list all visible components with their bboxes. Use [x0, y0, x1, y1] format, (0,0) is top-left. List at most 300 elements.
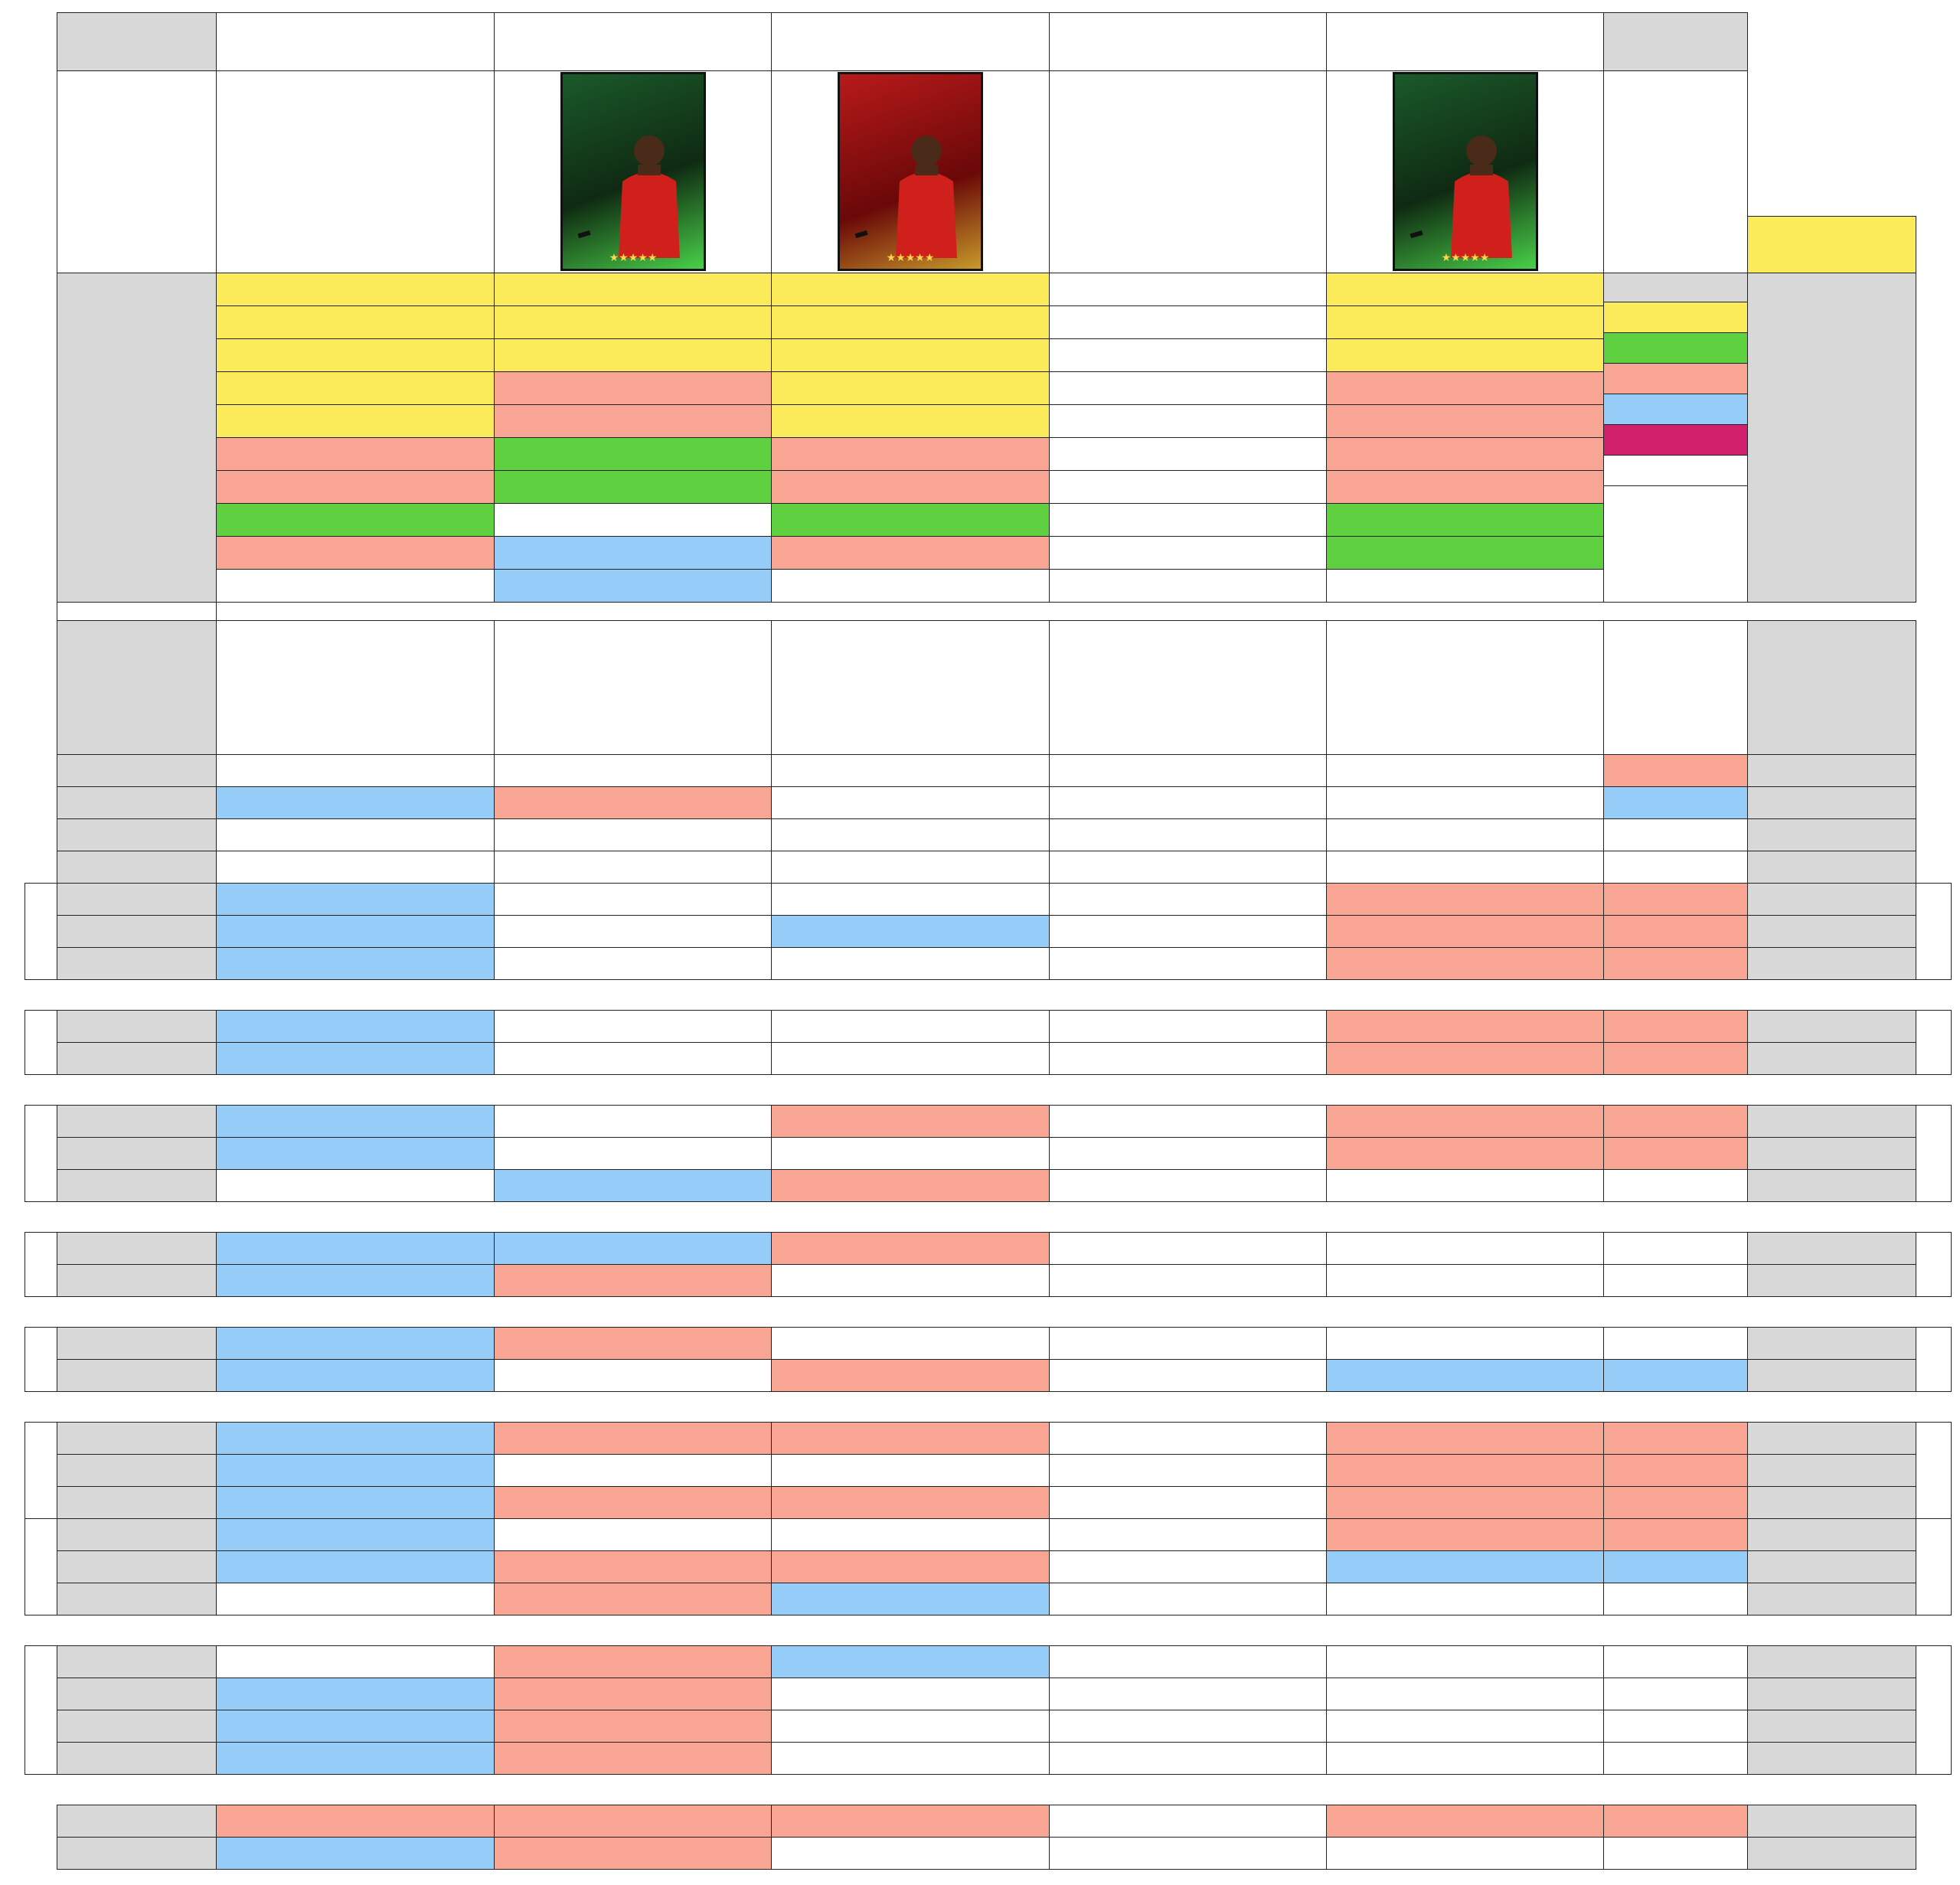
row-label-right: [1747, 1327, 1916, 1360]
skill-cell[interactable]: [771, 437, 1050, 471]
rank-cell: [1603, 1105, 1748, 1138]
row-label: [57, 1010, 217, 1043]
skill-cell[interactable]: [771, 503, 1050, 537]
skill-cell[interactable]: [216, 569, 495, 603]
value-cell[interactable]: [771, 1550, 1050, 1583]
rank-cell: [1603, 1805, 1748, 1838]
value-cell[interactable]: [216, 1327, 495, 1360]
group-label: [24, 1105, 57, 1202]
value-cell[interactable]: [771, 818, 1050, 851]
rank-cell: [1603, 883, 1748, 916]
rank-cell: [1603, 1454, 1748, 1487]
row-label-right: [1747, 1742, 1916, 1775]
value-cell[interactable]: [1049, 1327, 1327, 1360]
row-label-right: [1747, 1805, 1916, 1838]
row-label: [57, 1327, 217, 1360]
value-cell[interactable]: [494, 1454, 772, 1487]
skill-cell[interactable]: [1326, 437, 1604, 471]
row-label: [57, 1486, 217, 1519]
value-cell[interactable]: [1326, 1422, 1604, 1455]
value-cell[interactable]: [771, 851, 1050, 884]
row-label: [57, 851, 217, 884]
column-header[interactable]: [1049, 12, 1327, 71]
skill-cell[interactable]: [1326, 338, 1604, 372]
value-cell[interactable]: [771, 1486, 1050, 1519]
skill-cell[interactable]: [494, 305, 772, 339]
row-label-right: [1747, 1518, 1916, 1551]
value-cell[interactable]: [1049, 947, 1327, 980]
value-cell[interactable]: [1326, 1105, 1604, 1138]
value-cell[interactable]: [1049, 754, 1327, 787]
row-label-right: [1747, 1105, 1916, 1138]
row-label: [57, 1232, 217, 1265]
value-cell[interactable]: [216, 1742, 495, 1775]
rank-cell: [1603, 1710, 1748, 1743]
group-label: [24, 1422, 57, 1519]
value-cell[interactable]: [771, 1422, 1050, 1455]
row-label: [57, 1805, 217, 1838]
rank-cell: [1603, 1359, 1748, 1392]
value-cell[interactable]: [1326, 1645, 1604, 1678]
row-label: [57, 818, 217, 851]
group-label-right: [1916, 1422, 1952, 1519]
row-label-right: [1747, 1169, 1916, 1202]
value-cell[interactable]: [771, 1837, 1050, 1870]
value-cell[interactable]: [771, 1169, 1050, 1202]
value-cell[interactable]: [216, 1422, 495, 1455]
skill-cell[interactable]: [1326, 470, 1604, 504]
skill-cell[interactable]: [1326, 536, 1604, 570]
skill-cell[interactable]: [771, 305, 1050, 339]
value-cell[interactable]: [216, 1169, 495, 1202]
value-cell[interactable]: [494, 1742, 772, 1775]
card-player-name: [577, 230, 590, 238]
value-cell[interactable]: [1049, 1645, 1327, 1678]
row-label: [57, 1264, 217, 1297]
player-card-4[interactable]: [1393, 72, 1538, 271]
value-cell[interactable]: [771, 1137, 1050, 1170]
skill-cell-empty: [1049, 536, 1327, 570]
value-cell[interactable]: [1049, 1583, 1327, 1615]
skill-cell[interactable]: [771, 371, 1050, 405]
rank-cell: [1603, 1583, 1748, 1615]
value-cell[interactable]: [216, 947, 495, 980]
value-cell[interactable]: [1326, 1454, 1604, 1487]
value-cell[interactable]: [1049, 1550, 1327, 1583]
row-label: [57, 1042, 217, 1075]
row-label-right: [1747, 786, 1916, 819]
value-cell[interactable]: [494, 1105, 772, 1138]
skill-cell[interactable]: [771, 404, 1050, 438]
notes-cell[interactable]: [216, 620, 495, 755]
row-label-right: [1747, 1010, 1916, 1043]
notes-cell[interactable]: [1326, 620, 1604, 755]
value-cell[interactable]: [494, 1327, 772, 1360]
skill-cell[interactable]: [1326, 371, 1604, 405]
player-card-1[interactable]: [560, 72, 706, 271]
value-cell[interactable]: [771, 883, 1050, 916]
rank-cell: [1603, 1742, 1748, 1775]
value-cell[interactable]: [1049, 883, 1327, 916]
row-label-right: [1747, 915, 1916, 948]
skill-cell[interactable]: [216, 437, 495, 471]
skill-cell-empty: [1049, 305, 1327, 339]
row-label: [57, 1137, 217, 1170]
skill-legend-item: [1603, 394, 1748, 425]
skill-cell[interactable]: [1326, 273, 1604, 306]
value-cell[interactable]: [494, 1583, 772, 1615]
skill-cell[interactable]: [494, 273, 772, 306]
value-cell[interactable]: [216, 1678, 495, 1710]
notes-rank-empty: [1603, 620, 1748, 755]
row-label: [57, 883, 217, 916]
skill-cell[interactable]: [216, 470, 495, 504]
value-cell[interactable]: [216, 851, 495, 884]
value-cell[interactable]: [771, 1327, 1050, 1360]
skill-cell[interactable]: [216, 371, 495, 405]
value-cell[interactable]: [1326, 1678, 1604, 1710]
skill-cell[interactable]: [1326, 404, 1604, 438]
value-cell[interactable]: [1326, 754, 1604, 787]
notes-cell[interactable]: [771, 620, 1050, 755]
value-cell[interactable]: [1049, 1232, 1327, 1265]
version-header[interactable]: [57, 12, 217, 71]
notes-cell[interactable]: [494, 620, 772, 755]
value-cell[interactable]: [771, 1359, 1050, 1392]
value-cell[interactable]: [216, 786, 495, 819]
group-label-right: [1916, 1105, 1952, 1202]
skill-cell[interactable]: [494, 536, 772, 570]
skill-cell[interactable]: [1326, 503, 1604, 537]
value-cell[interactable]: [494, 883, 772, 916]
value-cell[interactable]: [494, 1645, 772, 1678]
value-cell[interactable]: [771, 1105, 1050, 1138]
value-cell[interactable]: [1049, 1264, 1327, 1297]
value-cell[interactable]: [1049, 1710, 1327, 1743]
value-cell[interactable]: [1049, 1137, 1327, 1170]
skill-cell[interactable]: [771, 470, 1050, 504]
rank-cell: [1603, 1837, 1748, 1870]
skill-cell[interactable]: [1326, 305, 1604, 339]
value-cell[interactable]: [1326, 1837, 1604, 1870]
skill-cell[interactable]: [771, 338, 1050, 372]
rank-cell: [1603, 786, 1748, 819]
value-cell[interactable]: [771, 1742, 1050, 1775]
notes-label: [57, 620, 217, 755]
row-label: [57, 1422, 217, 1455]
value-cell[interactable]: [216, 1805, 495, 1838]
skill-cell[interactable]: [771, 569, 1050, 603]
skill-cell[interactable]: [216, 338, 495, 372]
skill-legend-item: [1603, 332, 1748, 364]
group-label-right: [1916, 1010, 1952, 1075]
row-label: [57, 1518, 217, 1551]
row-label-right: [1747, 754, 1916, 787]
value-cell[interactable]: [1326, 1169, 1604, 1202]
value-cell[interactable]: [216, 818, 495, 851]
notes-cell[interactable]: [1049, 620, 1327, 755]
value-cell[interactable]: [771, 786, 1050, 819]
skills-label: [57, 273, 217, 603]
row-label: [57, 754, 217, 787]
value-cell[interactable]: [771, 1042, 1050, 1075]
column-header[interactable]: [1326, 12, 1604, 71]
value-cell[interactable]: [1326, 1583, 1604, 1615]
column-header[interactable]: [494, 12, 772, 71]
value-cell[interactable]: [216, 1583, 495, 1615]
value-cell[interactable]: [1326, 1232, 1604, 1265]
row-label-right: [1747, 1645, 1916, 1678]
row-label: [57, 1645, 217, 1678]
value-cell[interactable]: [1049, 915, 1327, 948]
skills-label-right: [1747, 273, 1916, 603]
value-cell[interactable]: [216, 883, 495, 916]
value-cell[interactable]: [1326, 786, 1604, 819]
value-cell[interactable]: [216, 915, 495, 948]
row-label: [57, 1169, 217, 1202]
value-cell[interactable]: [1049, 786, 1327, 819]
value-cell[interactable]: [771, 1678, 1050, 1710]
group-label-right: [1916, 1518, 1952, 1615]
value-cell[interactable]: [1049, 818, 1327, 851]
value-cell[interactable]: [1326, 818, 1604, 851]
value-cell[interactable]: [1326, 883, 1604, 916]
value-cell[interactable]: [494, 754, 772, 787]
value-cell[interactable]: [216, 1137, 495, 1170]
row-label: [57, 1742, 217, 1775]
group-label: [24, 1645, 57, 1775]
player-card-2[interactable]: [838, 72, 983, 271]
row-label-right: [1747, 1422, 1916, 1455]
value-cell[interactable]: [1049, 1169, 1327, 1202]
skill-legend-title: [1603, 273, 1748, 302]
card-player-name: [1410, 230, 1423, 238]
skill-cell[interactable]: [216, 404, 495, 438]
row-label-right: [1747, 1837, 1916, 1870]
card-cell-empty: [1603, 70, 1748, 273]
row-label-right: [1747, 1486, 1916, 1519]
value-cell[interactable]: [494, 1550, 772, 1583]
value-cell[interactable]: [494, 947, 772, 980]
group-label: [24, 1010, 57, 1075]
card-cell[interactable]: [1049, 70, 1327, 273]
row-label-right: [1747, 1042, 1916, 1075]
rank-cell: [1603, 1550, 1748, 1583]
value-cell[interactable]: [494, 1359, 772, 1392]
value-cell[interactable]: [1326, 947, 1604, 980]
value-cell[interactable]: [1049, 1454, 1327, 1487]
value-cell[interactable]: [494, 1710, 772, 1743]
ts-label: [1747, 216, 1916, 273]
value-cell[interactable]: [1049, 1742, 1327, 1775]
group-label: [24, 1327, 57, 1392]
row-label: [57, 947, 217, 980]
player-figure-icon: [607, 128, 691, 258]
rank-cell: [1603, 1327, 1748, 1360]
row-label-right: [1747, 851, 1916, 884]
row-label: [57, 1710, 217, 1743]
value-cell[interactable]: [771, 1454, 1050, 1487]
row-label-right: [1747, 818, 1916, 851]
value-cell[interactable]: [771, 1232, 1050, 1265]
value-cell[interactable]: [494, 1486, 772, 1519]
value-cell[interactable]: [494, 818, 772, 851]
value-cell[interactable]: [1049, 1518, 1327, 1551]
value-cell[interactable]: [771, 1583, 1050, 1615]
value-cell[interactable]: [1049, 1805, 1327, 1838]
value-cell[interactable]: [1326, 915, 1604, 948]
rank-cell: [1603, 1042, 1748, 1075]
card-cell[interactable]: [216, 70, 495, 273]
skill-cell[interactable]: [494, 569, 772, 603]
value-cell[interactable]: [494, 1518, 772, 1551]
skill-cell[interactable]: [216, 273, 495, 306]
value-cell[interactable]: [1049, 851, 1327, 884]
value-cell[interactable]: [1326, 1805, 1604, 1838]
value-cell[interactable]: [771, 947, 1050, 980]
rank-cell: [1603, 754, 1748, 787]
skill-cell[interactable]: [494, 503, 772, 537]
value-cell[interactable]: [494, 1232, 772, 1265]
skill-cell[interactable]: [494, 371, 772, 405]
value-cell[interactable]: [1049, 1010, 1327, 1043]
group-label-right: [1916, 883, 1952, 980]
value-cell[interactable]: [1049, 1486, 1327, 1519]
value-cell[interactable]: [494, 1837, 772, 1870]
value-cell[interactable]: [216, 1645, 495, 1678]
skill-legend-item: [1603, 363, 1748, 394]
skill-cell-empty: [1049, 470, 1327, 504]
skill-cell[interactable]: [494, 437, 772, 471]
value-cell[interactable]: [1049, 1678, 1327, 1710]
value-cell[interactable]: [1326, 1264, 1604, 1297]
value-cell[interactable]: [771, 1710, 1050, 1743]
value-cell[interactable]: [1326, 1742, 1604, 1775]
value-cell[interactable]: [1326, 1327, 1604, 1360]
version-header-right[interactable]: [1603, 12, 1748, 71]
value-cell[interactable]: [216, 1264, 495, 1297]
card-stars-icon: ★★★★★: [886, 252, 935, 264]
skill-cell[interactable]: [494, 470, 772, 504]
value-cell[interactable]: [494, 1169, 772, 1202]
value-cell[interactable]: [771, 1518, 1050, 1551]
value-cell[interactable]: [1326, 1010, 1604, 1043]
group-label-right: [1916, 1232, 1952, 1297]
value-cell[interactable]: [494, 1010, 772, 1043]
value-cell[interactable]: [216, 1042, 495, 1075]
skill-legend-item: [1603, 455, 1748, 486]
value-cell[interactable]: [494, 1678, 772, 1710]
row-label-right: [1747, 1678, 1916, 1710]
row-label: [57, 1837, 217, 1870]
value-cell[interactable]: [1049, 1105, 1327, 1138]
value-cell[interactable]: [494, 851, 772, 884]
column-header[interactable]: [216, 12, 495, 71]
value-cell[interactable]: [216, 754, 495, 787]
value-cell[interactable]: [1049, 1359, 1327, 1392]
skill-cell[interactable]: [494, 404, 772, 438]
value-cell[interactable]: [216, 1486, 495, 1519]
row-label-right: [1747, 883, 1916, 916]
value-cell[interactable]: [216, 1232, 495, 1265]
skill-cell[interactable]: [771, 536, 1050, 570]
value-cell[interactable]: [1049, 1042, 1327, 1075]
value-cell[interactable]: [1326, 851, 1604, 884]
value-cell[interactable]: [1326, 1710, 1604, 1743]
value-cell[interactable]: [494, 1422, 772, 1455]
skill-cell-empty: [1049, 437, 1327, 471]
value-cell[interactable]: [771, 1264, 1050, 1297]
skill-cell[interactable]: [771, 273, 1050, 306]
value-cell[interactable]: [216, 1105, 495, 1138]
value-cell[interactable]: [1326, 1359, 1604, 1392]
value-cell[interactable]: [494, 1042, 772, 1075]
row-label-right: [1747, 1359, 1916, 1392]
value-cell[interactable]: [494, 915, 772, 948]
value-cell[interactable]: [216, 1710, 495, 1743]
row-label: [57, 1105, 217, 1138]
skill-cell[interactable]: [1326, 569, 1604, 603]
row-label: [57, 1454, 217, 1487]
value-cell[interactable]: [1326, 1137, 1604, 1170]
row-label: [57, 1359, 217, 1392]
value-cell[interactable]: [216, 1454, 495, 1487]
row-label-right: [1747, 1232, 1916, 1265]
row-label-right: [1747, 947, 1916, 980]
value-cell[interactable]: [216, 1359, 495, 1392]
player-figure-icon: [1439, 128, 1524, 258]
skill-cell[interactable]: [216, 536, 495, 570]
value-cell[interactable]: [216, 1550, 495, 1583]
column-header[interactable]: [771, 12, 1050, 71]
value-cell[interactable]: [494, 786, 772, 819]
value-cell[interactable]: [771, 1010, 1050, 1043]
rank-cell: [1603, 1678, 1748, 1710]
row-label-right: [1747, 1264, 1916, 1297]
value-cell[interactable]: [771, 754, 1050, 787]
value-cell[interactable]: [771, 915, 1050, 948]
group-label-right: [1916, 1645, 1952, 1775]
value-cell[interactable]: [1326, 1042, 1604, 1075]
value-cell[interactable]: [494, 1264, 772, 1297]
value-cell[interactable]: [1326, 1486, 1604, 1519]
skill-legend-item: [1603, 302, 1748, 333]
value-cell[interactable]: [771, 1645, 1050, 1678]
value-cell[interactable]: [216, 1010, 495, 1043]
value-cell[interactable]: [1049, 1422, 1327, 1455]
rank-cell: [1603, 1137, 1748, 1170]
group-label-right: [1916, 1327, 1952, 1392]
value-cell[interactable]: [494, 1137, 772, 1170]
player-figure-icon: [884, 128, 969, 258]
card-player-name: [854, 230, 867, 238]
group-label: [24, 883, 57, 980]
skill-cell[interactable]: [494, 338, 772, 372]
value-cell[interactable]: [1326, 1518, 1604, 1551]
value-cell[interactable]: [1049, 1837, 1327, 1870]
value-cell[interactable]: [216, 1518, 495, 1551]
value-cell[interactable]: [216, 1837, 495, 1870]
value-cell[interactable]: [1326, 1550, 1604, 1583]
value-cell[interactable]: [494, 1805, 772, 1838]
skill-cell[interactable]: [216, 503, 495, 537]
rank-cell: [1603, 1232, 1748, 1265]
skill-cell[interactable]: [216, 305, 495, 339]
value-cell[interactable]: [771, 1805, 1050, 1838]
legend-empty: [1603, 485, 1748, 603]
rank-cell: [1603, 818, 1748, 851]
skill-cell-empty: [1049, 569, 1327, 603]
